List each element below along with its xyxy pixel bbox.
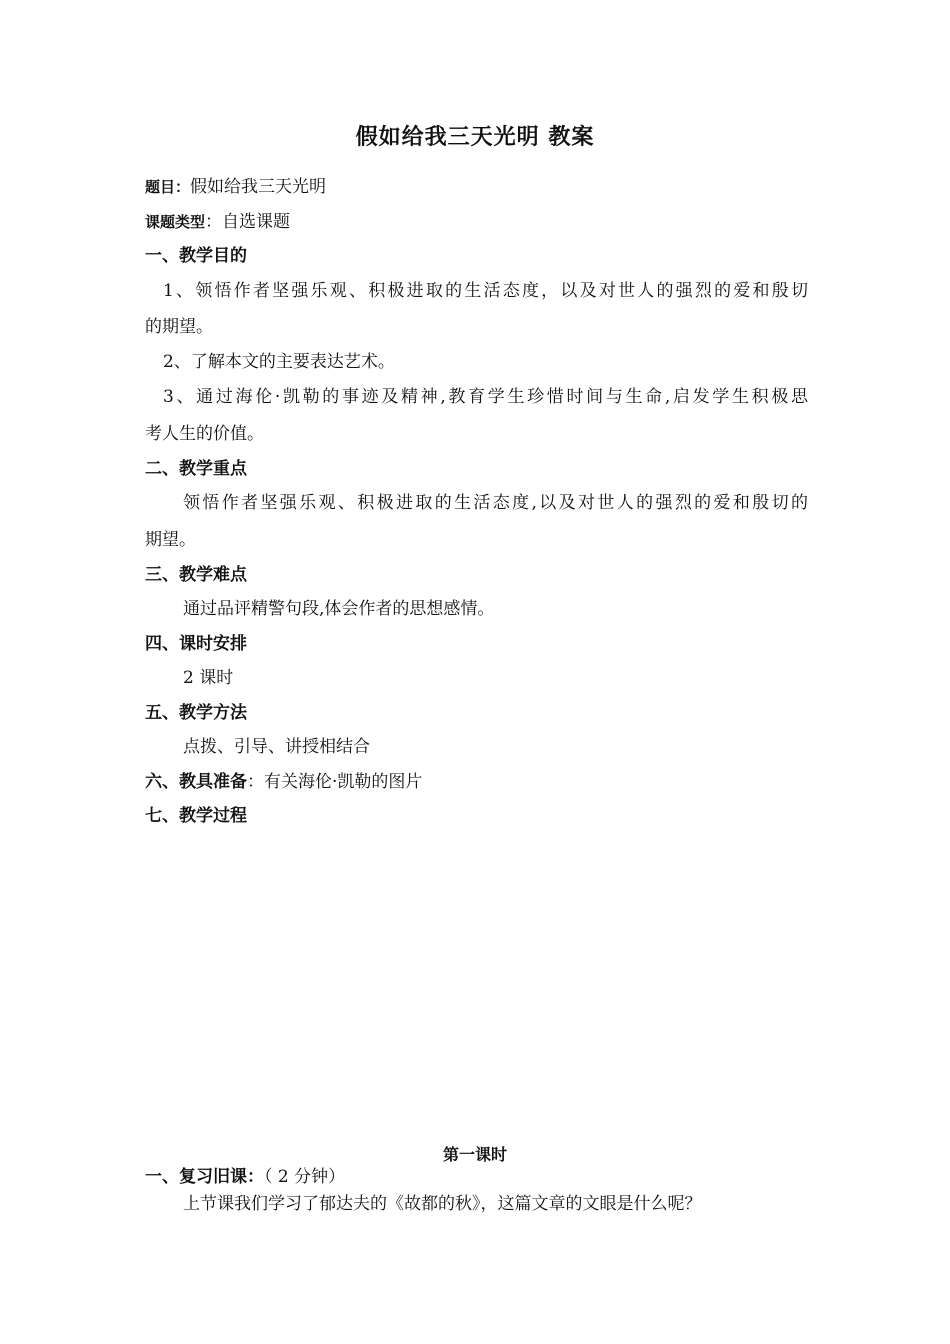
objective-1-line-2: 的期望。 <box>145 317 213 337</box>
review-text: 上节课我们学习了郁达夫的《故都的秋》，这篇文章的文眼是什么呢？ <box>183 1194 702 1214</box>
page-title: 假如给我三天光明 教案 <box>355 124 595 150</box>
section-7-heading: 七、教学过程 <box>145 806 247 826</box>
review-time: （ 2 分钟） <box>264 1167 346 1187</box>
type-value: 自选课题 <box>222 212 291 232</box>
lesson-1-title: 第一课时 <box>442 1145 507 1164</box>
section-6-row <box>145 771 810 793</box>
topic-label: 题目： <box>145 178 191 196</box>
key-point-line-2: 期望。 <box>145 530 196 550</box>
method-text: 点拨、引导、讲授相结合 <box>183 737 370 757</box>
section-1-heading: 一、教学目的 <box>145 246 247 266</box>
schedule-text: 2 课时 <box>183 668 234 688</box>
objective-3-line-1: 3、通过海伦·凯勒的事迹及精神,教育学生珍惜时间与生命,启发学生积极思 <box>163 387 808 407</box>
review-row <box>145 1166 810 1188</box>
section-2-heading: 二、教学重点 <box>145 459 247 479</box>
equipment-text: 有关海伦·凯勒的图片 <box>264 772 423 792</box>
section-3-heading: 三、教学难点 <box>145 565 247 585</box>
objective-1-line-1: 1、领悟作者坚强乐观、积极进取的生活态度，以及对世人的强烈的爱和殷切 <box>163 281 808 301</box>
objective-2: 2、了解本文的主要表达艺术。 <box>163 352 395 372</box>
type-label: 课题类型 <box>145 213 206 231</box>
review-heading: 一、复习旧课： <box>145 1167 264 1187</box>
topic-row <box>145 176 810 198</box>
section-4-heading: 四、课时安排 <box>145 634 247 654</box>
objective-3-line-2: 考人生的价值。 <box>145 424 264 444</box>
type-sep: ： <box>205 212 223 232</box>
topic-value: 假如给我三天光明 <box>190 177 327 197</box>
section-6-heading: 六、教具准备 <box>145 772 247 792</box>
section-5-heading: 五、教学方法 <box>145 703 247 723</box>
difficulty-text: 通过品评精警句段,体会作者的思想感情。 <box>183 599 495 619</box>
section-6-sep: ： <box>247 772 264 792</box>
key-point-line-1: 领悟作者坚强乐观、积极进取的生活态度,以及对世人的强烈的爱和殷切的 <box>183 493 808 513</box>
type-row <box>145 211 810 233</box>
